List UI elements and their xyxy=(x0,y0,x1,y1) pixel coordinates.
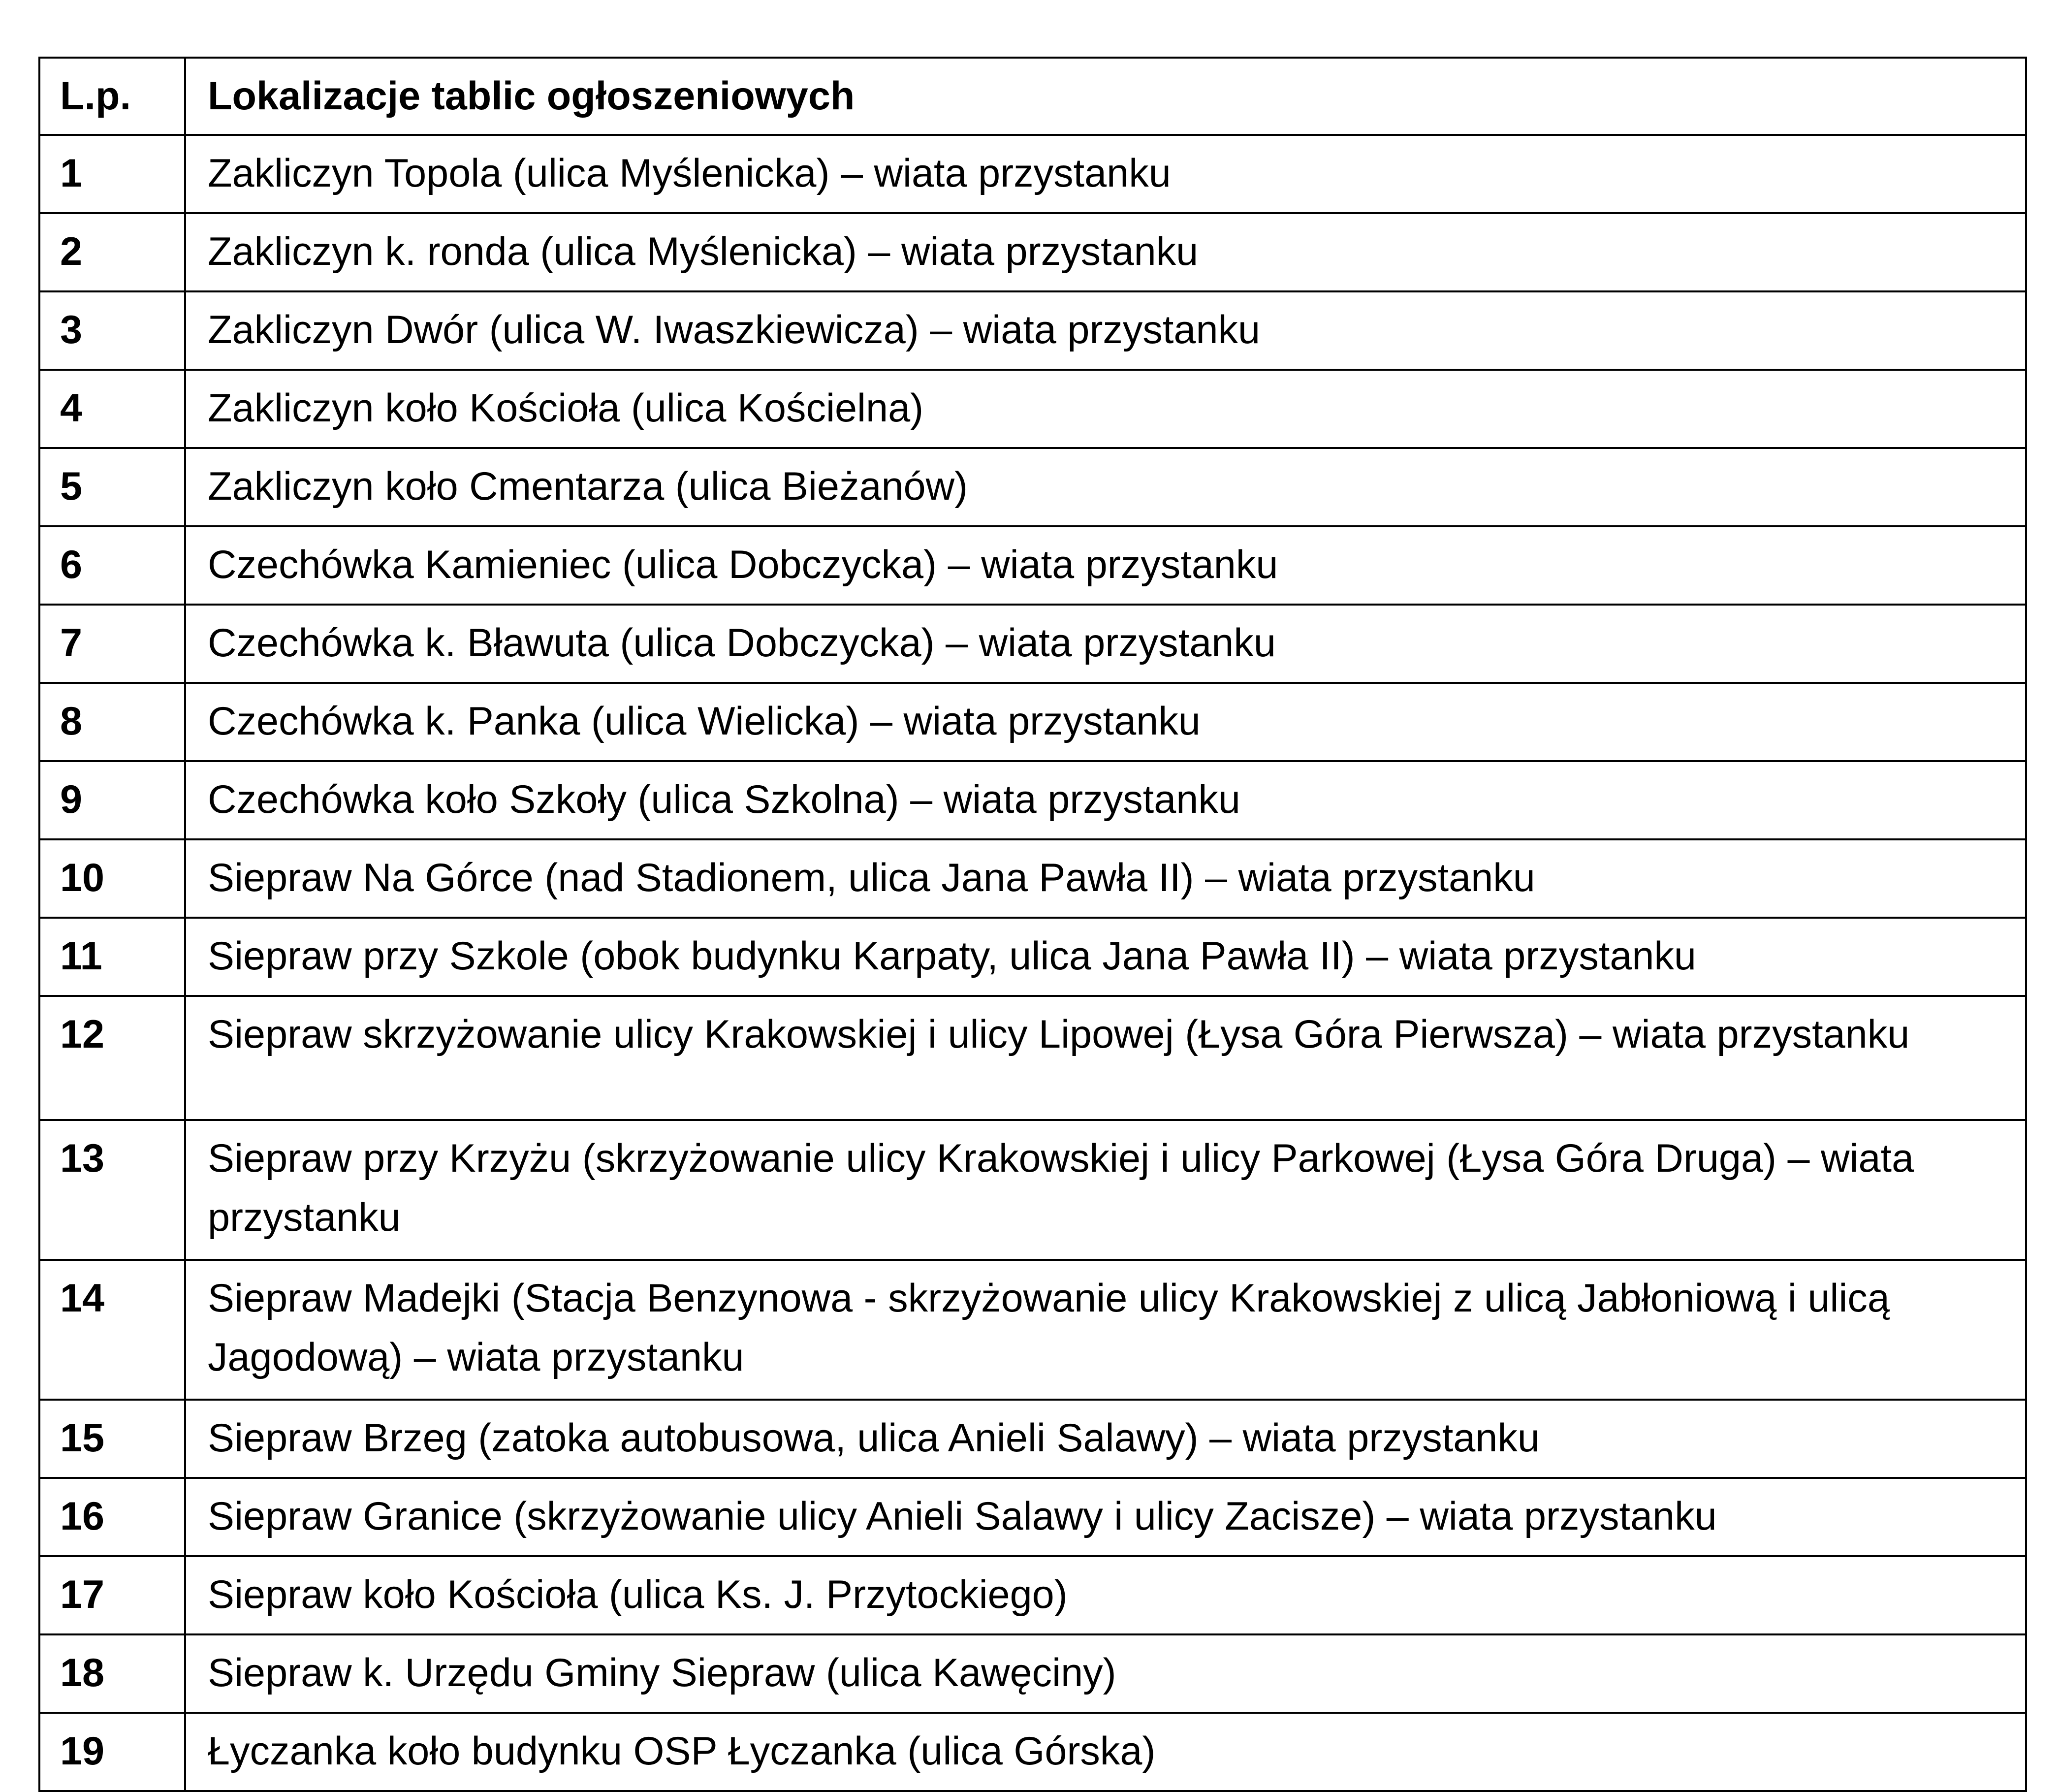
table-row xyxy=(39,996,2026,1120)
table-row xyxy=(39,526,2026,605)
table-header-row xyxy=(39,58,2026,135)
row-location: Siepraw Madejki (Stacja Benzynowa - skrzyżowanie ulicy Krakowskiej z ulicą Jabłoniową i ulicą Jagodową) – wiata przystanku xyxy=(185,1260,2026,1400)
row-lp: 9 xyxy=(39,761,185,839)
table-row xyxy=(39,1478,2026,1556)
row-lp: 10 xyxy=(39,839,185,918)
row-lp: 13 xyxy=(39,1120,185,1260)
row-lp: 7 xyxy=(39,605,185,683)
row-lp: 4 xyxy=(39,370,185,448)
row-location: Zakliczyn koło Kościoła (ulica Kościelna) xyxy=(185,370,2026,448)
table-row xyxy=(39,761,2026,839)
row-location: Siepraw skrzyżowanie ulicy Krakowskiej i ulicy Lipowej (Łysa Góra Pierwsza) – wiata przystanku xyxy=(185,996,2026,1120)
row-location: Siepraw przy Szkole (obok budynku Karpaty, ulica Jana Pawła II) – wiata przystanku xyxy=(185,918,2026,996)
row-lp: 19 xyxy=(39,1713,185,1791)
header-lp: L.p. xyxy=(39,58,185,135)
table-row xyxy=(39,1556,2026,1634)
row-location: Zakliczyn k. ronda (ulica Myślenicka) – wiata przystanku xyxy=(185,213,2026,291)
table-row xyxy=(39,1713,2026,1791)
table-row xyxy=(39,605,2026,683)
row-location: Siepraw Granice (skrzyżowanie ulicy Anieli Salawy i ulicy Zacisze) – wiata przystanku xyxy=(185,1478,2026,1556)
table-row xyxy=(39,683,2026,761)
row-location: Czechówka Kamieniec (ulica Dobczycka) – wiata przystanku xyxy=(185,526,2026,605)
row-location: Łyczanka koło budynku OSP Łyczanka (ulica Górska) xyxy=(185,1713,2026,1791)
table-row xyxy=(39,213,2026,291)
row-lp: 18 xyxy=(39,1634,185,1713)
row-lp: 15 xyxy=(39,1400,185,1478)
row-lp: 16 xyxy=(39,1478,185,1556)
table-row xyxy=(39,291,2026,370)
locations-table xyxy=(38,57,2027,1792)
table-row xyxy=(39,448,2026,526)
table-row xyxy=(39,370,2026,448)
row-lp: 3 xyxy=(39,291,185,370)
table-row xyxy=(39,1260,2026,1400)
row-lp: 2 xyxy=(39,213,185,291)
row-lp: 1 xyxy=(39,135,185,213)
row-lp: 12 xyxy=(39,996,185,1120)
table-row xyxy=(39,1400,2026,1478)
table-row xyxy=(39,918,2026,996)
table-row xyxy=(39,839,2026,918)
row-location: Zakliczyn Topola (ulica Myślenicka) – wiata przystanku xyxy=(185,135,2026,213)
header-location: Lokalizacje tablic ogłoszeniowych xyxy=(185,58,2026,135)
row-location: Siepraw przy Krzyżu (skrzyżowanie ulicy Krakowskiej i ulicy Parkowej (Łysa Góra Druga) – wiata przystanku xyxy=(185,1120,2026,1260)
row-lp: 5 xyxy=(39,448,185,526)
row-location: Czechówka k. Bławuta (ulica Dobczycka) – wiata przystanku xyxy=(185,605,2026,683)
row-location: Zakliczyn koło Cmentarza (ulica Bieżanów) xyxy=(185,448,2026,526)
row-location: Czechówka koło Szkoły (ulica Szkolna) – wiata przystanku xyxy=(185,761,2026,839)
row-location: Zakliczyn Dwór (ulica W. Iwaszkiewicza) – wiata przystanku xyxy=(185,291,2026,370)
row-location: Czechówka k. Panka (ulica Wielicka) – wiata przystanku xyxy=(185,683,2026,761)
table-row xyxy=(39,1634,2026,1713)
row-lp: 8 xyxy=(39,683,185,761)
row-lp: 17 xyxy=(39,1556,185,1634)
row-location: Siepraw Na Górce (nad Stadionem, ulica Jana Pawła II) – wiata przystanku xyxy=(185,839,2026,918)
table-row xyxy=(39,135,2026,213)
row-lp: 6 xyxy=(39,526,185,605)
row-lp: 11 xyxy=(39,918,185,996)
locations-table-container xyxy=(38,57,2025,1792)
table-row xyxy=(39,1120,2026,1260)
row-location: Siepraw koło Kościoła (ulica Ks. J. Przytockiego) xyxy=(185,1556,2026,1634)
row-lp: 14 xyxy=(39,1260,185,1400)
row-location: Siepraw k. Urzędu Gminy Siepraw (ulica Kawęciny) xyxy=(185,1634,2026,1713)
row-location: Siepraw Brzeg (zatoka autobusowa, ulica Anieli Salawy) – wiata przystanku xyxy=(185,1400,2026,1478)
